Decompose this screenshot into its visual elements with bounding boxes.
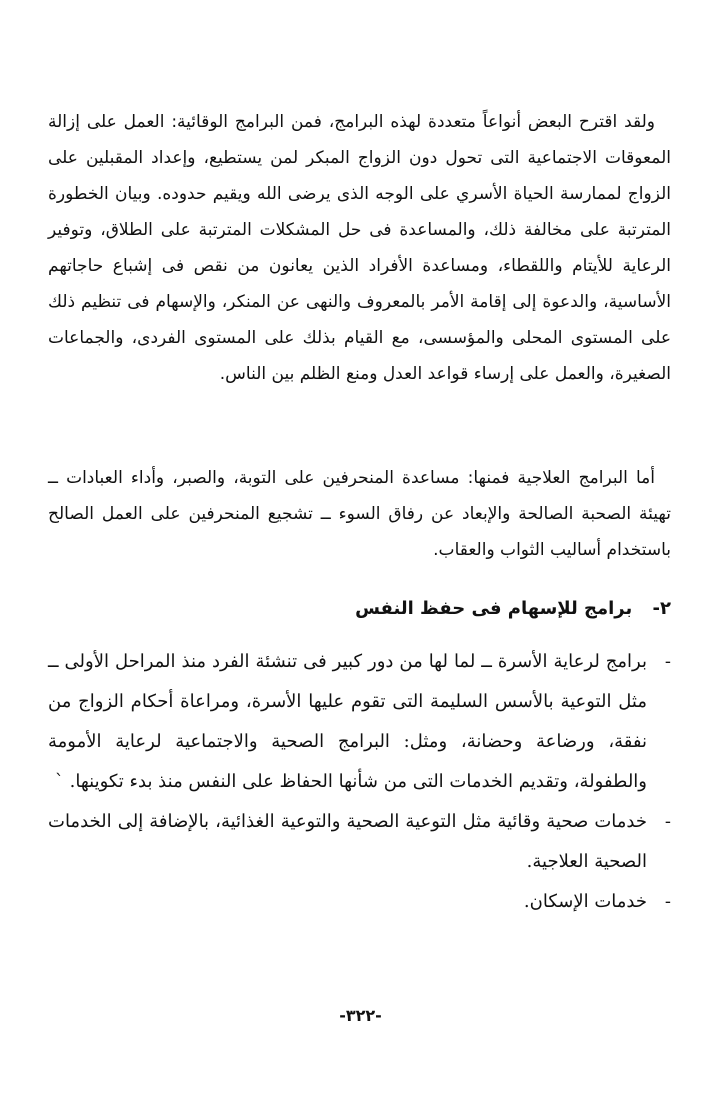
paragraph-treatment-programs: أما البرامج العلاجية فمنها: مساعدة المنحرفين على التوبة، والصبر، وأداء العبادات ــ تهيئة الصحبة الصالحة والإبعاد عن رفاق السوء ــ تشجيع المنحرفين على العمل الصالح باستخدام أساليب الثواب والعقاب.	[48, 468, 671, 560]
list-item-text: برامج لرعاية الأسرة ــ لما لها من دور كبير فى تنشئة الفرد منذ المراحل الأولى ــ مثل التوعية بالأسس السليمة التى تقوم عليها الأسرة، ومراعاة أحكام الزواج من نفقة، ورضاعة وحضانة، ومثل: البرامج الصحية والاجتماعية لرعاية الأمومة والطفولة، وتقديم الخدمات التى من شأنها الحفاظ على النفس منذ بدء تكوينها. `	[48, 651, 647, 792]
list-item-text: خدمات صحية وقائية مثل التوعية الصحية والتوعية الغذائية، بالإضافة إلى الخدمات الصحية العلاجية.	[48, 811, 647, 872]
page-number: -٣٢٢-	[339, 1006, 382, 1025]
list-item	[48, 882, 671, 922]
section-number: ٢-	[652, 598, 671, 619]
bullet-list	[0, 642, 721, 922]
list-item	[48, 802, 671, 882]
bullet-dash: -	[664, 891, 671, 912]
list-item	[48, 642, 671, 802]
bullet-dash: -	[664, 651, 671, 672]
section-heading	[355, 591, 671, 627]
bullet-dash: -	[664, 811, 671, 832]
list-item-text: خدمات الإسكان.	[523, 891, 647, 912]
paragraph-prevention-programs: ولقد اقترح البعض أنواعاً متعددة لهذه البرامج، فمن البرامج الوقائية: العمل على إزالة المعوقات الاجتماعية التى تحول دون الزواج المبكر لمن يستطيع، وإعداد المقبلين على الزواج لممارسة الحياة الأسري على الوجه الذى يرضى الله ويقيم حدوده. وبيان الخطورة المترتبة على مخالفة ذلك، والمساعدة فى حل المشكلات المترتبة على الطلاق، وتوفير الرعاية للأيتام واللقطاء، ومساعدة الأفراد الذين يعانون من نقص فى إشباع حاجاتهم الأساسية، والدعوة إلى إقامة الأمر بالمعروف والنهى عن المنكر، والإسهام فى تنظيم ذلك على المستوى المحلى والمؤسسى، مع القيام بذلك على المستوى الفردى، والجماعات الصغيرة، والعمل على إرساء قواعد العدل ومنع الظلم بين الناس.	[48, 112, 671, 384]
section-title: برامج للإسهام فى حفظ النفس	[355, 598, 633, 619]
